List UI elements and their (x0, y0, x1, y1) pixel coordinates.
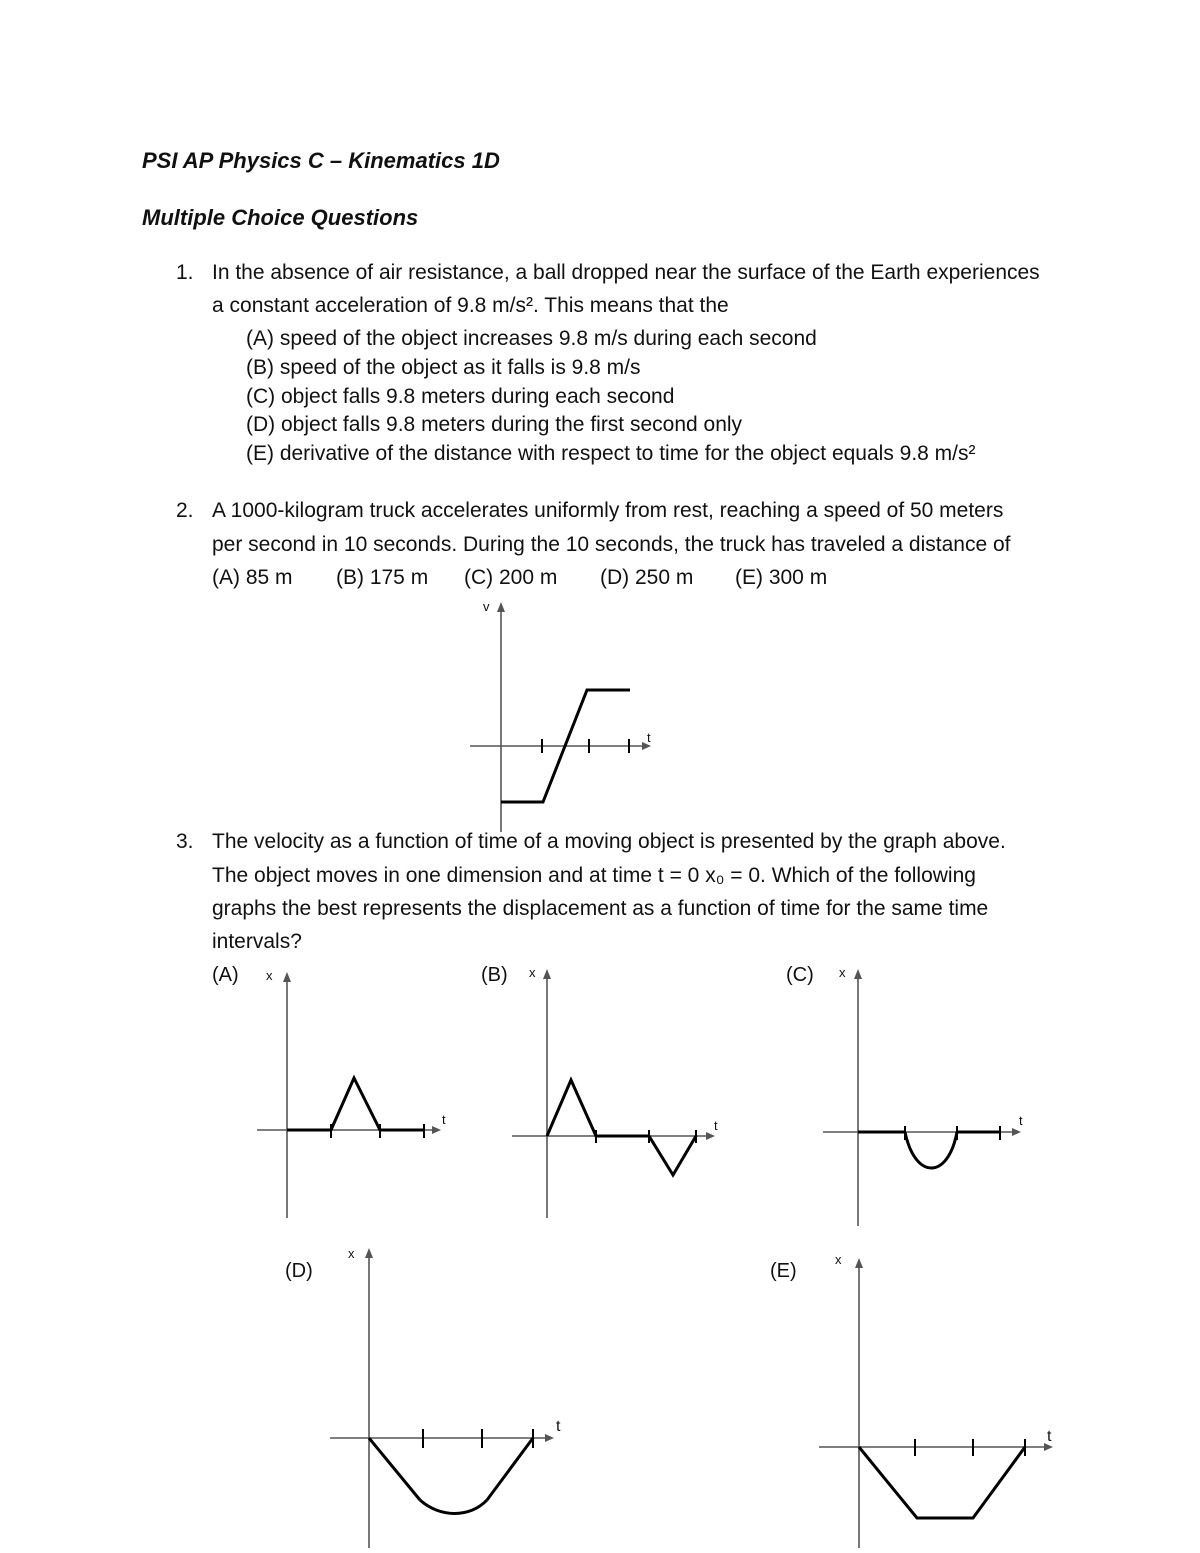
graph-label-a: (A) (212, 964, 239, 986)
answer-option: (B) speed of the object as it falls is 9.8 m/s (246, 356, 641, 379)
x-axis-label-a: x (266, 968, 273, 983)
question-text-line: intervals? (212, 930, 302, 953)
answer-option: (D) object falls 9.8 meters during the first second only (246, 413, 743, 436)
t-axis-label-a: t (442, 1112, 446, 1127)
document-title: PSI AP Physics C – Kinematics 1D (142, 148, 500, 173)
graph-d (330, 1248, 554, 1548)
question-text-line: The velocity as a function of time of a moving object is presented by the graph above. (212, 830, 1006, 853)
answer-option: (E) derivative of the distance with respect to time for the object equals 9.8 m/s² (246, 442, 976, 465)
answer-option: (D) 250 m (600, 566, 694, 589)
graph-a (257, 972, 441, 1218)
graph-label-c: (C) (786, 964, 814, 986)
v-axis-label: v (483, 599, 490, 614)
section-heading: Multiple Choice Questions (142, 205, 419, 230)
question-text-line: In the absence of air resistance, a ball dropped near the surface of the Earth experiences (212, 261, 1040, 284)
graph-c (823, 969, 1021, 1226)
x-axis-label-e: x (835, 1252, 842, 1267)
answer-option: (E) 300 m (735, 566, 828, 589)
answer-option: (C) 200 m (464, 566, 558, 589)
graph-e (819, 1258, 1053, 1548)
answer-option: (C) object falls 9.8 meters during each second (246, 385, 675, 408)
graph-b (512, 969, 715, 1218)
answer-option: (B) 175 m (336, 566, 429, 589)
answer-option: (A) 85 m (212, 566, 293, 589)
x-axis-label-c: x (839, 965, 846, 980)
question-number: 1. (176, 261, 194, 284)
question-text-line: A 1000-kilogram truck accelerates uniformly from rest, reaching a speed of 50 meters (212, 499, 1004, 522)
question-number: 3. (176, 830, 194, 853)
graph-label-d: (D) (285, 1260, 313, 1282)
graph-label-e: (E) (770, 1260, 797, 1282)
answer-option: (A) speed of the object increases 9.8 m/s during each second (246, 327, 817, 350)
t-axis-label-e: t (1047, 1428, 1052, 1445)
question-text-line: a constant acceleration of 9.8 m/s². This means that the (212, 294, 729, 317)
t-axis-label-d: t (556, 1418, 561, 1435)
x-axis-label-b: x (529, 965, 536, 980)
question-text-line: per second in 10 seconds. During the 10 seconds, the truck has traveled a distance of (212, 533, 1011, 556)
t-axis-label-c: t (1019, 1113, 1023, 1128)
t-axis-label-b: t (714, 1118, 718, 1133)
question-number: 2. (176, 499, 194, 522)
x-axis-label-d: x (348, 1246, 355, 1261)
question-text-line: graphs the best represents the displacement as a function of time for the same time (212, 897, 989, 920)
t-axis-label: t (647, 730, 651, 745)
graph-label-b: (B) (481, 964, 508, 986)
question-text-line: The object moves in one dimension and at time t = 0 x₀ = 0. Which of the following (212, 864, 976, 887)
